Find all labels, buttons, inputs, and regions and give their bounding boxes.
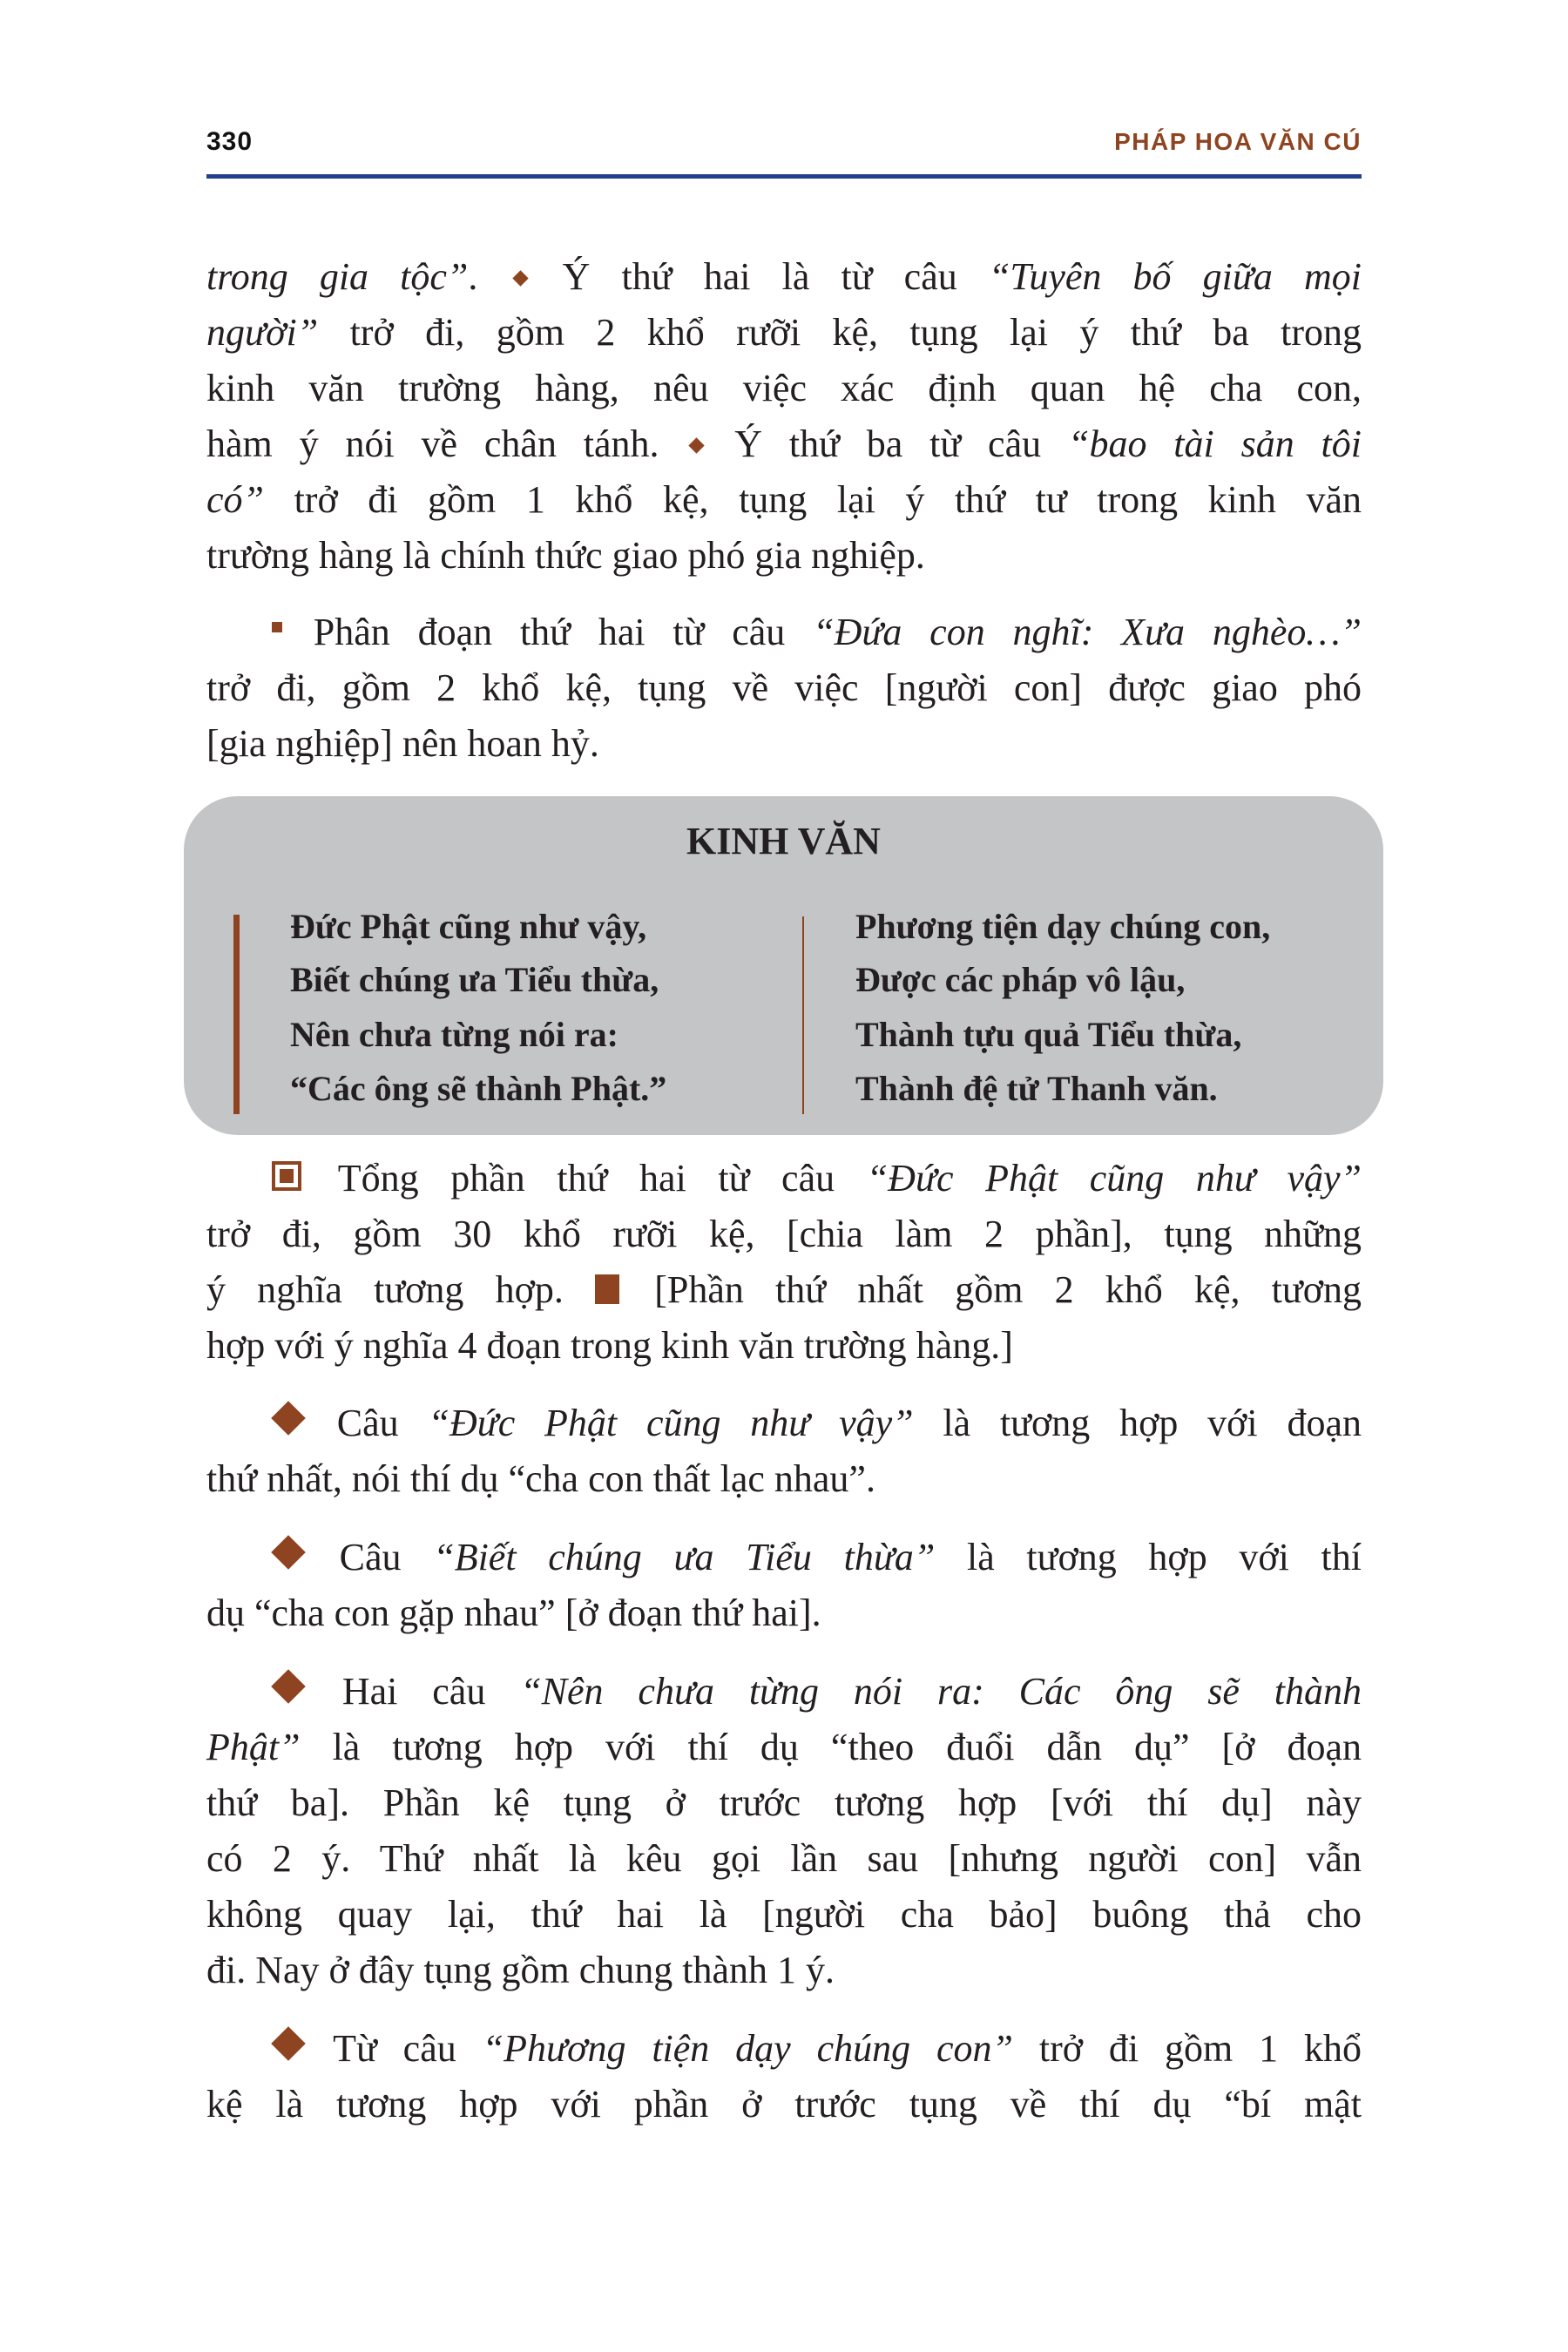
square-small-icon bbox=[272, 622, 282, 632]
diamond-big-icon bbox=[271, 2026, 306, 2061]
verse-line: Thành tựu quả Tiểu thừa, bbox=[855, 1015, 1242, 1054]
italic-quote-run: “Đức Phật cũng như vậy” bbox=[866, 1157, 1362, 1200]
text-run: Câu bbox=[308, 1402, 429, 1444]
page-number: 330 bbox=[206, 127, 253, 156]
verse-line: Nên chưa từng nói ra: bbox=[290, 1015, 618, 1054]
text-line bbox=[206, 528, 1362, 584]
text-run: Tổng phần thứ hai từ câu bbox=[307, 1157, 867, 1200]
text-run: Phân đoạn thứ hai từ câu bbox=[286, 611, 814, 653]
text-run: thứ ba]. Phần kệ tụng ở trước tương hợp [với thí dụ] này bbox=[206, 1781, 1362, 1824]
italic-quote-run: Phật” bbox=[206, 1726, 301, 1768]
text-run: trở đi gồm 1 khổ kệ, tụng lại ý thứ tư trong kinh văn bbox=[264, 478, 1362, 521]
italic-quote-run: “bao tài sản tôi bbox=[1067, 422, 1362, 465]
text-line bbox=[206, 2077, 1362, 2132]
text-line bbox=[206, 660, 1362, 716]
verse-line: Phương tiện dạy chúng con, bbox=[855, 907, 1271, 946]
diamond-small-icon bbox=[689, 437, 705, 453]
italic-quote-run: trong gia tộc” bbox=[206, 255, 469, 298]
verse-line: Đức Phật cũng như vậy, bbox=[290, 907, 647, 946]
text-run: kinh văn trường hàng, nêu việc xác định quan hệ cha con, bbox=[206, 367, 1362, 409]
text-run: trường hàng là chính thức giao phó gia nghiệp. bbox=[206, 534, 925, 577]
text-run: hợp với ý nghĩa 4 đoạn trong kinh văn trường hàng.] bbox=[206, 1324, 1013, 1367]
text-line bbox=[206, 1396, 1362, 1451]
italic-quote-run: “Đức Phật cũng như vậy” bbox=[428, 1402, 914, 1444]
italic-quote-run: người” bbox=[206, 311, 319, 354]
text-line bbox=[206, 2021, 1362, 2077]
text-run: là tương hợp với đoạn bbox=[913, 1402, 1362, 1444]
text-line bbox=[206, 249, 1362, 305]
quote-accent-bar bbox=[233, 915, 240, 1114]
text-line bbox=[206, 1530, 1362, 1585]
text-line bbox=[206, 1887, 1362, 1943]
sutra-quote-box bbox=[184, 796, 1383, 1135]
verse-line: Được các pháp vô lậu, bbox=[855, 960, 1186, 999]
verse-line: Thành đệ tử Thanh văn. bbox=[855, 1069, 1218, 1108]
text-run: có 2 ý. Thứ nhất là kêu gọi lần sau [nhưng người con] vẫn bbox=[206, 1837, 1362, 1880]
text-line bbox=[206, 1318, 1362, 1374]
text-line bbox=[206, 305, 1362, 361]
text-run: [Phần thứ nhất gồm 2 khổ kệ, tương bbox=[623, 1268, 1362, 1311]
square-filled-icon bbox=[595, 1274, 619, 1304]
text-line bbox=[206, 361, 1362, 416]
diamond-big-icon bbox=[271, 1401, 306, 1436]
text-run: Câu bbox=[308, 1536, 434, 1578]
column-divider bbox=[802, 916, 804, 1114]
text-line bbox=[206, 1775, 1362, 1831]
italic-quote-run: “Nên chưa từng nói ra: Các ông sẽ thành bbox=[520, 1670, 1362, 1713]
sutra-box-title: KINH VĂN bbox=[686, 820, 881, 862]
text-run: trở đi, gồm 30 khổ rưỡi kệ, [chia làm 2 phần], tụng những bbox=[206, 1213, 1362, 1255]
text-run: là tương hợp với thí bbox=[935, 1536, 1362, 1578]
running-title: PHÁP HOA VĂN CÚ bbox=[1114, 128, 1362, 155]
verse-line: Biết chúng ưa Tiểu thừa, bbox=[290, 960, 659, 999]
text-line bbox=[206, 1720, 1362, 1775]
text-run: đi. Nay ở đây tụng gồm chung thành 1 ý. bbox=[206, 1949, 835, 1991]
text-run: hàm ý nói về chân tánh. bbox=[206, 422, 686, 465]
text-line bbox=[206, 1151, 1362, 1206]
text-run: trở đi, gồm 2 khổ rưỡi kệ, tụng lại ý thứ ba trong bbox=[318, 311, 1362, 354]
text-run: không quay lại, thứ hai là [người cha bảo] buông thả cho bbox=[206, 1893, 1362, 1936]
text-line bbox=[206, 1664, 1362, 1720]
text-run: là tương hợp với thí dụ “theo đuổi dẫn dụ” [ở đoạn bbox=[300, 1726, 1362, 1768]
text-run: dụ “cha con gặp nhau” [ở đoạn thứ hai]. bbox=[206, 1592, 821, 1634]
diamond-big-icon bbox=[271, 1535, 306, 1570]
text-run: ý nghĩa tương hợp. bbox=[206, 1268, 596, 1311]
text-line bbox=[206, 605, 1362, 660]
text-line bbox=[206, 1831, 1362, 1887]
diamond-big-icon bbox=[271, 1669, 306, 1704]
text-run: . bbox=[468, 255, 510, 298]
text-line bbox=[206, 1451, 1362, 1507]
text-line bbox=[206, 416, 1362, 472]
text-run: thứ nhất, nói thí dụ “cha con thất lạc nhau”. bbox=[206, 1457, 875, 1500]
text-line bbox=[206, 1943, 1362, 1998]
text-run: Từ câu bbox=[308, 2027, 483, 2070]
text-line bbox=[206, 1262, 1362, 1318]
text-line bbox=[206, 1206, 1362, 1262]
text-run: trở đi, gồm 2 khổ kệ, tụng về việc [người con] được giao phó bbox=[206, 666, 1362, 709]
text-run: kệ là tương hợp với phần ở trước tụng về thí dụ “bí mật bbox=[206, 2083, 1362, 2126]
verse-line: “Các ông sẽ thành Phật.” bbox=[290, 1069, 667, 1108]
text-run: Hai câu bbox=[308, 1670, 521, 1713]
text-run: Ý thứ ba từ câu bbox=[707, 422, 1068, 465]
italic-quote-run: “Tuyên bố giữa mọi bbox=[988, 255, 1362, 298]
square-framed-icon bbox=[272, 1161, 301, 1191]
italic-quote-run: “Đứa con nghĩ: Xưa nghèo…” bbox=[813, 611, 1362, 653]
diamond-small-icon bbox=[512, 270, 528, 286]
text-line bbox=[206, 1585, 1362, 1641]
text-run: Ý thứ hai là từ câu bbox=[531, 255, 989, 298]
italic-quote-run: có” bbox=[206, 478, 264, 521]
text-line bbox=[206, 472, 1362, 528]
italic-quote-run: “Biết chúng ưa Tiểu thừa” bbox=[433, 1536, 936, 1578]
text-run: [gia nghiệp] nên hoan hỷ. bbox=[206, 722, 599, 765]
italic-quote-run: “Phương tiện dạy chúng con” bbox=[482, 2027, 1014, 2070]
text-run: trở đi gồm 1 khổ bbox=[1013, 2027, 1362, 2070]
text-line bbox=[206, 716, 1362, 772]
